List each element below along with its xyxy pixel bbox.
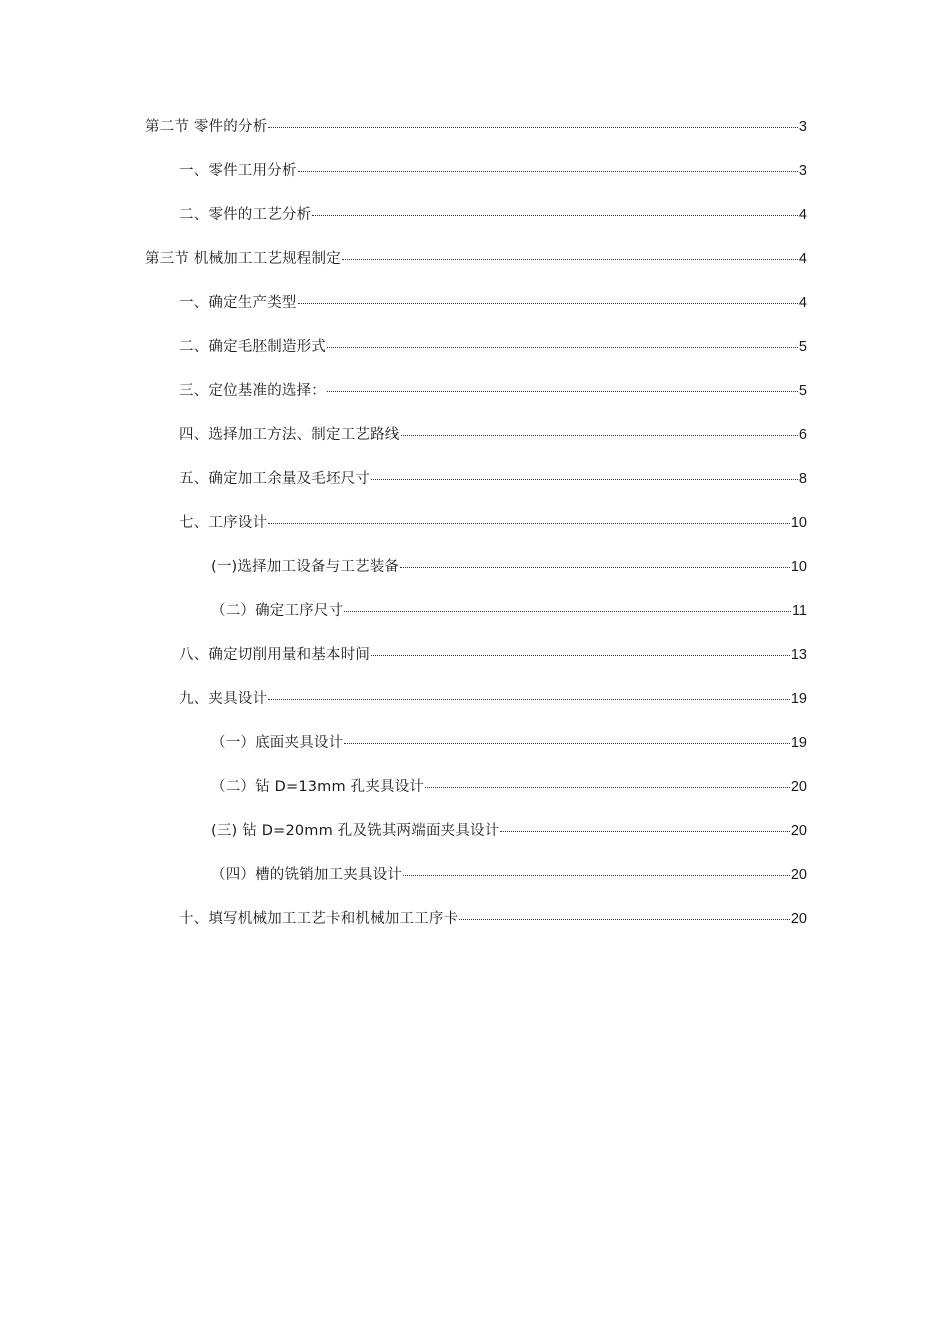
toc-entry[interactable] bbox=[145, 645, 807, 689]
toc-entry-label: 一、确定生产类型 bbox=[179, 295, 297, 311]
dot-leader bbox=[400, 567, 790, 568]
toc-entry-label: 一、零件工用分析 bbox=[179, 163, 297, 179]
toc-entry[interactable] bbox=[145, 425, 807, 469]
toc-entry[interactable] bbox=[145, 513, 807, 557]
toc-entry-label: (一)选择加工设备与工艺装备 bbox=[211, 559, 400, 575]
dot-leader bbox=[327, 347, 798, 348]
toc-entry-page-number: 11 bbox=[791, 603, 807, 619]
dot-leader bbox=[371, 479, 798, 480]
dot-leader bbox=[344, 611, 791, 612]
toc-entry-label: 二、零件的工艺分析 bbox=[179, 207, 312, 223]
dot-leader bbox=[327, 391, 798, 392]
toc-entry[interactable] bbox=[145, 865, 807, 909]
toc-entry-label: （四）槽的铣销加工夹具设计 bbox=[211, 867, 403, 883]
dot-leader bbox=[371, 655, 790, 656]
toc-entry[interactable] bbox=[145, 161, 807, 205]
toc-entry[interactable] bbox=[145, 117, 807, 161]
table-of-contents bbox=[145, 117, 807, 953]
toc-entry-page-number: 20 bbox=[790, 911, 807, 927]
toc-entry-page-number: 10 bbox=[790, 559, 807, 575]
toc-entry-label: 十、填写机械加工工艺卡和机械加工工序卡 bbox=[179, 911, 459, 927]
toc-entry-label: 三、定位基准的选择： bbox=[179, 383, 326, 399]
toc-entry-page-number: 13 bbox=[790, 647, 807, 663]
toc-entry-page-number: 10 bbox=[790, 515, 807, 531]
toc-entry[interactable] bbox=[145, 469, 807, 513]
toc-entry[interactable] bbox=[145, 909, 807, 953]
dot-leader bbox=[268, 523, 790, 524]
toc-entry-label: 五、确定加工余量及毛坯尺寸 bbox=[179, 471, 371, 487]
toc-entry[interactable] bbox=[145, 821, 807, 865]
toc-entry-label: 二、确定毛胚制造形式 bbox=[179, 339, 326, 355]
toc-entry-label: 九、夹具设计 bbox=[179, 691, 268, 707]
toc-entry-page-number: 4 bbox=[798, 207, 807, 223]
toc-entry[interactable] bbox=[145, 293, 807, 337]
toc-entry[interactable] bbox=[145, 205, 807, 249]
dot-leader bbox=[268, 699, 790, 700]
toc-entry-page-number: 20 bbox=[790, 779, 807, 795]
toc-entry[interactable] bbox=[145, 249, 807, 293]
toc-entry-page-number: 19 bbox=[790, 691, 807, 707]
toc-entry-page-number: 5 bbox=[798, 383, 807, 399]
toc-entry-label: 第二节 零件的分析 bbox=[145, 119, 268, 135]
toc-entry[interactable] bbox=[145, 733, 807, 777]
toc-entry-page-number: 6 bbox=[798, 427, 807, 443]
toc-entry[interactable] bbox=[145, 381, 807, 425]
dot-leader bbox=[459, 919, 790, 920]
toc-entry-label: (三) 钻 D=20mm 孔及铣其两端面夹具设计 bbox=[211, 823, 500, 839]
toc-entry[interactable] bbox=[145, 601, 807, 645]
toc-entry[interactable] bbox=[145, 689, 807, 733]
dot-leader bbox=[298, 171, 798, 172]
toc-entry-page-number: 4 bbox=[798, 251, 807, 267]
toc-entry-label: （二）钻 D=13mm 孔夹具设计 bbox=[211, 779, 425, 795]
dot-leader bbox=[500, 831, 789, 832]
toc-entry-page-number: 4 bbox=[798, 295, 807, 311]
dot-leader bbox=[403, 875, 790, 876]
dot-leader bbox=[401, 435, 798, 436]
dot-leader bbox=[298, 303, 798, 304]
toc-entry-page-number: 3 bbox=[798, 119, 807, 135]
toc-entry-page-number: 20 bbox=[790, 823, 807, 839]
toc-entry-page-number: 3 bbox=[798, 163, 807, 179]
toc-entry[interactable] bbox=[145, 557, 807, 601]
dot-leader bbox=[342, 259, 798, 260]
toc-entry[interactable] bbox=[145, 777, 807, 821]
dot-leader bbox=[425, 787, 790, 788]
toc-entry-page-number: 19 bbox=[790, 735, 807, 751]
toc-entry-page-number: 8 bbox=[798, 471, 807, 487]
toc-entry-label: 四、选择加工方法、制定工艺路线 bbox=[179, 427, 400, 443]
toc-entry-page-number: 20 bbox=[790, 867, 807, 883]
dot-leader bbox=[312, 215, 798, 216]
dot-leader bbox=[268, 127, 798, 128]
toc-entry-label: 八、确定切削用量和基本时间 bbox=[179, 647, 371, 663]
toc-entry-label: 七、工序设计 bbox=[179, 515, 268, 531]
toc-entry-label: （一）底面夹具设计 bbox=[211, 735, 344, 751]
toc-entry-label: （二）确定工序尺寸 bbox=[211, 603, 344, 619]
toc-entry-label: 第三节 机械加工工艺规程制定 bbox=[145, 251, 341, 267]
dot-leader bbox=[344, 743, 790, 744]
toc-entry[interactable] bbox=[145, 337, 807, 381]
toc-entry-page-number: 5 bbox=[798, 339, 807, 355]
